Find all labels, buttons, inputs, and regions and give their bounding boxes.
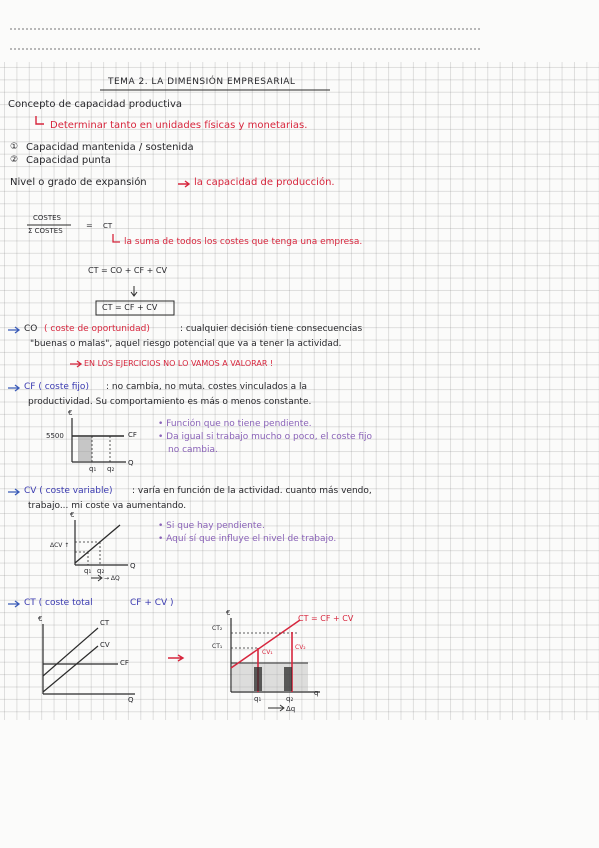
list-marker: ② <box>10 155 19 165</box>
ct-right-ct2: CT₂ <box>212 625 223 632</box>
arrow-right-icon <box>168 655 183 661</box>
ct-right-ct1: CT₁ <box>212 643 223 650</box>
ct-right-delta-q: Δq <box>286 705 296 713</box>
cv-bullet: • Si que hay pendiente. <box>158 521 265 531</box>
cf-label: CF ( coste fijo) <box>24 382 89 392</box>
arrow-right-icon <box>8 327 19 333</box>
fraction-numerator: COSTES <box>33 214 61 222</box>
list-item: Capacidad mantenida / sostenida <box>26 142 194 153</box>
cv-graph-delta-q: → ΔQ <box>104 575 120 582</box>
ct-definition: la suma de todos los costes que tenga una empresa. <box>124 237 363 247</box>
cf-bullet: • Da igual si trabajo mucho o poco, el coste fijo <box>158 432 373 442</box>
ct-label: CT <box>103 222 113 230</box>
co-paren: ( coste de oportunidad) <box>44 324 150 334</box>
cf-graph-q2: q₂ <box>107 465 115 473</box>
cf-graph-y-value: 5500 <box>46 432 64 440</box>
ct-right-q2: q₂ <box>286 695 294 703</box>
arrow-down-icon <box>131 286 137 296</box>
list-marker: ① <box>10 142 19 152</box>
formula-full: CT = CO + CF + CV <box>88 266 167 275</box>
cv-graph-x-axis: Q <box>130 562 136 570</box>
ct-total-formula: CF + CV ) <box>130 598 174 608</box>
co-description: "buenas o malas", aquel riesgo potencial que va a tener la actividad. <box>30 339 342 349</box>
concept-heading: Concepto de capacidad productiva <box>8 99 182 110</box>
ct-right-q1: q₁ <box>254 695 262 703</box>
cv-graph-q2: q₂ <box>97 567 105 575</box>
ct-right-x-axis: q <box>314 689 319 697</box>
arrow-right-icon <box>178 181 189 187</box>
ct-right-cv2: CV₂ <box>295 644 306 651</box>
list-item: Capacidad punta <box>26 155 111 166</box>
fraction-denominator: Σ COSTES <box>28 227 63 235</box>
cf-graph <box>72 418 126 462</box>
arrow-right-icon <box>70 361 81 367</box>
ct-right-formula: CT = CF + CV <box>298 614 354 623</box>
co-note: EN LOS EJERCICIOS NO LO VAMOS A VALORAR ! <box>84 359 274 368</box>
cf-description: : no cambia, no muta. costes vinculados a la <box>106 382 308 392</box>
cv-graph-q1: q₁ <box>84 567 92 575</box>
nivel-text: Nivel o grado de expansión <box>10 177 147 188</box>
ct-left-line-cf: CF <box>120 659 129 667</box>
co-description: : cualquier decisión tiene consecuencias <box>180 324 363 334</box>
concept-definition: Determinar tanto en unidades físicas y monetarias. <box>50 120 308 131</box>
arrow-right-icon <box>8 601 19 607</box>
cf-graph-y-axis: € <box>68 409 73 417</box>
ct-total-label: CT ( coste total <box>24 598 93 608</box>
cv-bullet: • Aquí sí que influye el nivel de trabajo. <box>158 534 337 544</box>
equals-sign: = <box>86 221 93 230</box>
ct-graph-right <box>231 618 320 711</box>
cf-description: productividad. Su comportamiento es más o menos constante. <box>28 397 312 407</box>
arrow-right-icon <box>8 385 19 391</box>
cf-bullet: no cambia. <box>168 445 218 455</box>
cf-bullet: • Función que no tiene pendiente. <box>158 419 312 429</box>
cf-graph-line-label: CF <box>128 431 137 439</box>
cv-description: trabajo... mi coste va aumentando. <box>28 501 187 511</box>
cv-label: CV ( coste variable) <box>24 486 113 496</box>
arrow-icon <box>36 116 44 124</box>
page-title: TEMA 2. LA DIMENSIÓN EMPRESARIAL <box>108 77 296 87</box>
nivel-highlight: la capacidad de producción. <box>194 177 335 188</box>
cf-graph-x-axis: Q <box>128 459 134 467</box>
arrow-icon <box>113 234 120 242</box>
cv-graph-y-value: ΔCV ↑ <box>50 542 70 549</box>
ct-left-line-ct: CT <box>100 619 110 627</box>
ct-left-line-cv: CV <box>100 641 110 649</box>
ct-left-y-axis: € <box>38 615 43 623</box>
cv-description: : varía en función de la actividad. cuanto más vendo, <box>132 486 372 496</box>
ct-left-x-axis: Q <box>128 696 134 704</box>
formula-boxed: CT = CF + CV <box>102 303 158 312</box>
co-label: CO <box>24 324 38 334</box>
cv-graph-y-axis: € <box>70 511 75 519</box>
arrow-right-icon <box>8 489 19 495</box>
ct-right-cv1: CV₁ <box>262 649 273 656</box>
cf-graph-q1: q₁ <box>89 465 97 473</box>
ct-right-y-axis: € <box>226 609 231 617</box>
